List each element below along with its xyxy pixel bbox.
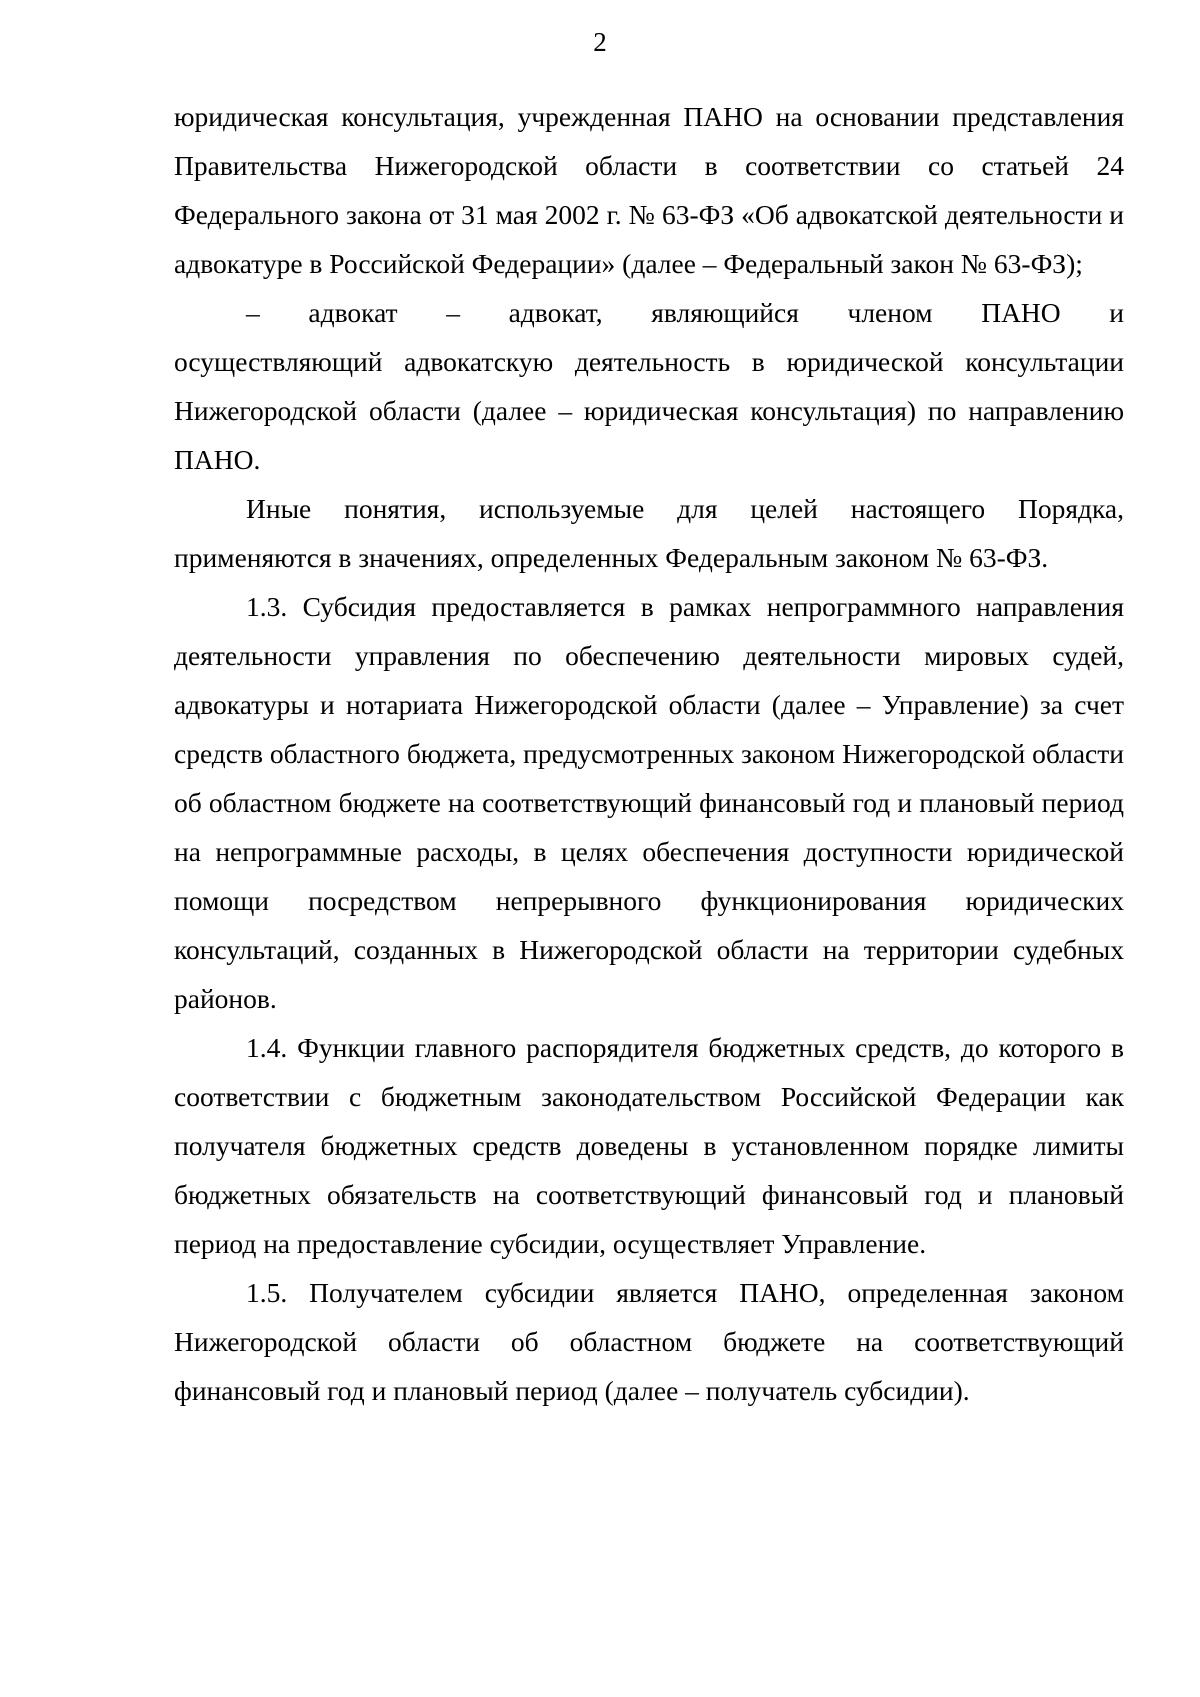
page-number: 2	[593, 27, 607, 57]
document-body	[174, 92, 1124, 1415]
advocate-definition-first-line: – адвокат – адвокат, являющийся членом ПАНО и	[246, 297, 1124, 328]
paragraph-other-concepts: Иные понятия, используемые для целей настоящего Порядка, применяются в значениях, определенных Федеральным законом № 63-ФЗ.	[174, 493, 1124, 573]
advocate-definition-rest: осуществляющий адвокатскую деятельность в юридической консультации Нижегородской области (далее – юридическая консультация) по направлению ПАНО.	[174, 346, 1124, 475]
paragraph-1-5: 1.5. Получателем субсидии является ПАНО, определенная законом Нижегородской области об областном бюджете на соответствующий финансовый год и плановый период (далее – получатель субсидии).	[174, 1277, 1124, 1406]
paragraph-1-4: 1.4. Функции главного распорядителя бюджетных средств, до которого в соответствии с бюджетным законодательством Российской Федерации как получателя бюджетных средств доведены в установленном порядке лимиты бюджетных обязательств на соответствующий финансовый год и плановый период на предоставление субсидии, осуществляет Управление.	[174, 1032, 1124, 1259]
paragraph-1-3: 1.3. Субсидия предоставляется в рамках непрограммного направления деятельности управления по обеспечению деятельности мировых судей, адвокатуры и нотариата Нижегородской области (далее – Управление) за счет средств областного бюджета, предусмотренных законом Нижегородской области об областном бюджете на соответствующий финансовый год и плановый период на непрограммные расходы, в целях обеспечения доступности юридической помощи посредством непрерывного функционирования юридических консультаций, созданных в Нижегородской области на территории судебных районов.	[174, 591, 1124, 1014]
paragraph-legal-consultation: юридическая консультация, учрежденная ПАНО на основании представления Правительства Нижегородской области в соответствии со статьей 24 Федерального закона от 31 мая 2002 г. № 63-ФЗ «Об адвокатской деятельности и адвокатуре в Российской Федерации» (далее – Федеральный закон № 63-ФЗ);	[174, 101, 1124, 279]
paragraph-advocate-definition	[174, 288, 1124, 484]
